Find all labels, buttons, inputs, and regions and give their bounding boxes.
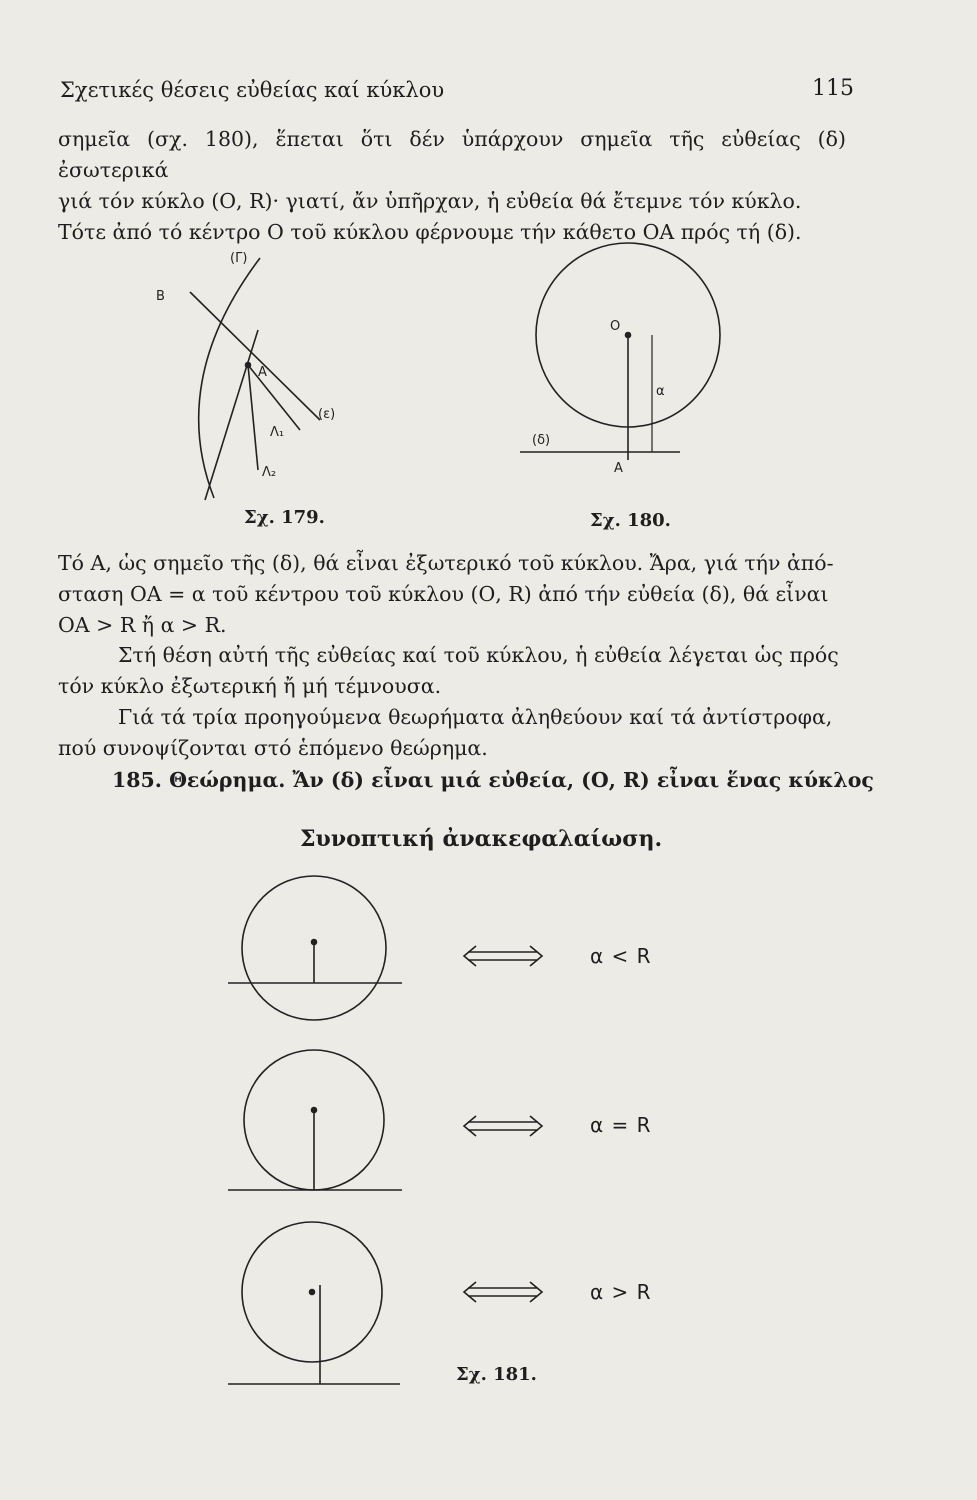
label-delta: (δ) [532,433,551,448]
label-b: Β [156,289,165,304]
double-arrow-1 [464,946,542,966]
figure-181 [228,876,542,1384]
theorem-185: 185. Θεώρημα. Ἄν (δ) εἶναι μιά εὐθεία, (Ο, R) εἶναι ἕνας κύκλος [112,768,874,792]
diagram-secant [228,876,402,1020]
label-a-180: Α [614,461,623,476]
text-line: σημεῖα (σχ. 180), ἕπεται ὅτι δέν ὑπάρχουν σημεῖα τῆς εὐθείας (δ) ἐσωτερικά [58,127,846,182]
center-1 [312,940,317,945]
text-line: ΟΑ > R ἤ α > R. [58,613,227,637]
figure-180-caption: Σχ. 180. [590,510,671,531]
figure-181-caption: Σχ. 181. [456,1364,537,1385]
double-arrow-2 [464,1116,542,1136]
relation-less: α < R [590,944,652,968]
label-epsilon: (ε) [318,407,336,422]
page-number: 115 [812,76,854,101]
text-line: τόν κύκλο ἐξωτερική ἤ μή τέμνουσα. [58,674,442,698]
double-arrow-3 [464,1282,542,1302]
label-o: Ο [610,319,621,334]
figure-179-caption: Σχ. 179. [244,507,325,528]
running-header: Σχετικές θέσεις εὐθείας καί κύκλου [60,78,445,102]
label-lambda2: Λ₂ [262,465,277,480]
text-line: Στή θέση αὐτή τῆς εὐθείας καί τοῦ κύκλου, ἡ εὐθεία λέγεται ὡς πρός [118,643,839,667]
label-a-179: Α [258,365,267,380]
center-3 [310,1290,315,1295]
diagram-tangent [228,1050,402,1190]
text-line: γιά τόν κύκλο (Ο, R)· γιατί, ἄν ὑπῆρχαν, ἡ εὐθεία θά ἔτεμνε τόν κύκλο. [58,189,802,213]
text-line: σταση ΟΑ = α τοῦ κέντρου τοῦ κύκλου (Ο, R) ἀπό τήν εὐθεία (δ), θά εἶναι [58,582,829,606]
text-line: Γιά τά τρία προηγούμενα θεωρήματα ἀληθεύουν καί τά ἀντίστροφα, [118,705,833,729]
label-alpha: α [656,384,665,399]
center-2 [312,1108,317,1113]
label-gamma: (Γ) [230,251,248,266]
text-line: Τό Α, ὡς σημεῖο τῆς (δ), θά εἶναι ἐξωτερικό τοῦ κύκλου. Ἄρα, γιά τήν ἀπό- [58,551,834,575]
label-lambda1: Λ₁ [270,425,285,440]
diagram-external [228,1222,400,1384]
text-line: πού συνοψίζονται στό ἑπόμενο θεώρημα. [58,736,488,760]
summary-title: Συνοπτική ἀνακεφαλαίωση. [300,826,663,852]
relation-greater: α > R [590,1280,652,1304]
text-line: Τότε ἀπό τό κέντρο Ο τοῦ κύκλου φέρνουμε τήν κάθετο ΟΑ πρός τή (δ). [58,220,802,244]
relation-equal: α = R [590,1113,652,1137]
